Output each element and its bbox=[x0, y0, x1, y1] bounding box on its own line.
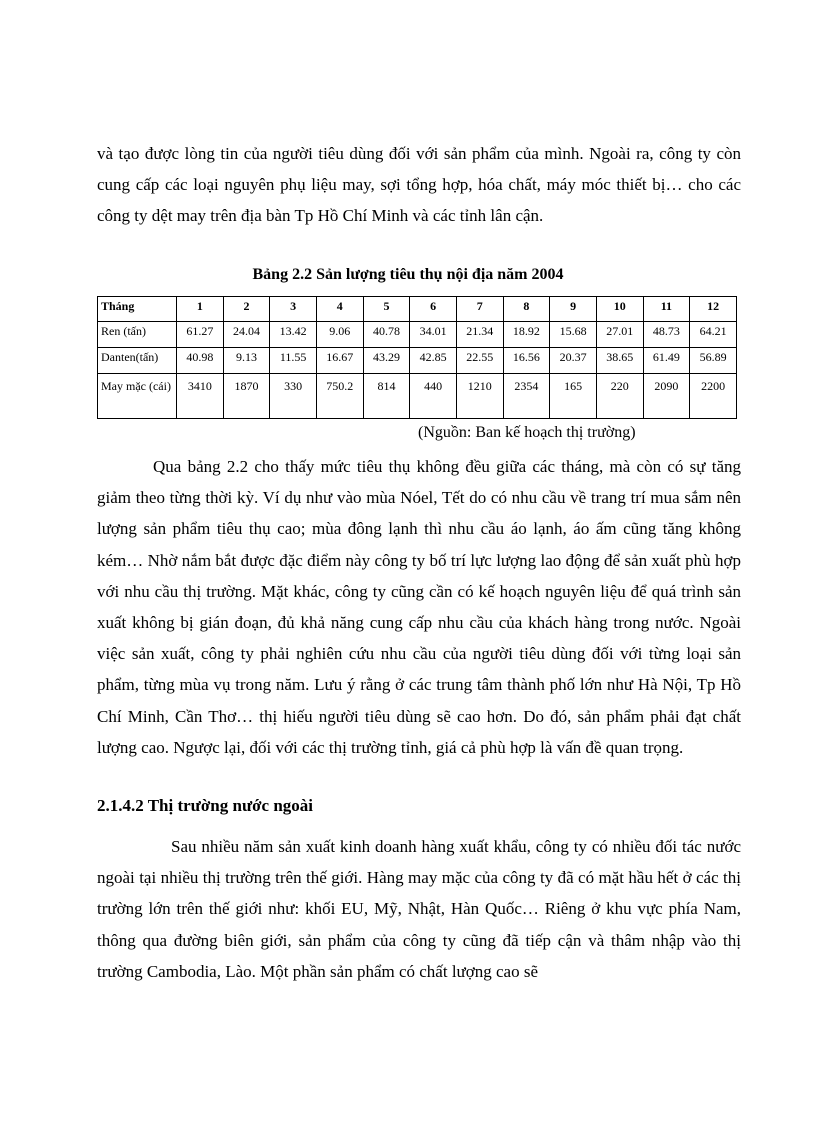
table-cell: 40.78 bbox=[363, 322, 410, 348]
table-cell: 330 bbox=[270, 374, 317, 419]
paragraph-intro: và tạo được lòng tin của người tiêu dùng đối với sản phẩm của mình. Ngoài ra, công ty còn cung cấp các loại nguyên phụ liệu may, sợi tổng hợp, hóa chất, máy móc thiết bị… cho các công ty dệt may trên địa bàn Tp Hồ Chí Minh và các tỉnh lân cận. bbox=[97, 144, 741, 226]
table-cell: 61.27 bbox=[177, 322, 224, 348]
table-cell: 220 bbox=[596, 374, 643, 419]
sales-table bbox=[97, 296, 737, 419]
month-header: 5 bbox=[363, 297, 410, 322]
table-cell: 56.89 bbox=[690, 348, 737, 374]
section-heading: 2.1.4.2 Thị trường nước ngoài bbox=[97, 796, 314, 815]
table-cell: 814 bbox=[363, 374, 410, 419]
table-cell: 2200 bbox=[690, 374, 737, 419]
table-caption: Bảng 2.2 Sản lượng tiêu thụ nội địa năm 2004 bbox=[252, 266, 564, 283]
table-cell: 16.67 bbox=[316, 348, 363, 374]
month-header: 7 bbox=[456, 297, 503, 322]
table-cell: 43.29 bbox=[363, 348, 410, 374]
month-header: 3 bbox=[270, 297, 317, 322]
table-cell: 48.73 bbox=[643, 322, 690, 348]
table-cell: 1210 bbox=[456, 374, 503, 419]
month-header: 6 bbox=[410, 297, 457, 322]
table-cell: 2354 bbox=[503, 374, 550, 419]
table-cell: 1870 bbox=[223, 374, 270, 419]
table-cell: 20.37 bbox=[550, 348, 597, 374]
table-cell: 24.04 bbox=[223, 322, 270, 348]
month-header: 1 bbox=[177, 297, 224, 322]
month-header: 10 bbox=[596, 297, 643, 322]
table-cell: 15.68 bbox=[550, 322, 597, 348]
table-cell: 61.49 bbox=[643, 348, 690, 374]
row-label: Danten(tấn) bbox=[98, 348, 177, 374]
month-header: 12 bbox=[690, 297, 737, 322]
table-cell: 13.42 bbox=[270, 322, 317, 348]
table-cell: 64.21 bbox=[690, 322, 737, 348]
table-cell: 40.98 bbox=[177, 348, 224, 374]
table-row bbox=[98, 322, 737, 348]
table-cell: 9.13 bbox=[223, 348, 270, 374]
month-header: 4 bbox=[316, 297, 363, 322]
table-cell: 21.34 bbox=[456, 322, 503, 348]
month-header: 2 bbox=[223, 297, 270, 322]
table-row bbox=[98, 348, 737, 374]
paragraph-foreign-market: Sau nhiều năm sản xuất kinh doanh hàng xuất khẩu, công ty có nhiều đối tác nước ngoài tại nhiều thị trường trên thế giới. Hàng may mặc của công ty đã có mặt hầu hết ở các thị trường lớn trên thế giới như: khối EU, Mỹ, Nhật, Hàn Quốc… Riêng ở khu vực phía Nam, thông qua đường biên giới, sản phẩm của công ty cũng đã tiếp cận và thâm nhập vào thị trường Cambodia, Lào. Một phần sản phẩm có chất lượng cao sẽ bbox=[97, 837, 741, 981]
month-header: 8 bbox=[503, 297, 550, 322]
table-row bbox=[98, 374, 737, 419]
table-cell: 165 bbox=[550, 374, 597, 419]
table-cell: 2090 bbox=[643, 374, 690, 419]
table-source: (Nguồn: Ban kế hoạch thị trường) bbox=[418, 424, 636, 441]
table-cell: 16.56 bbox=[503, 348, 550, 374]
table-cell: 42.85 bbox=[410, 348, 457, 374]
row-label: Ren (tấn) bbox=[98, 322, 177, 348]
table-cell: 27.01 bbox=[596, 322, 643, 348]
table-cell: 9.06 bbox=[316, 322, 363, 348]
table-cell: 440 bbox=[410, 374, 457, 419]
header-label: Tháng bbox=[98, 297, 177, 322]
table-cell: 750.2 bbox=[316, 374, 363, 419]
paragraph-analysis: Qua bảng 2.2 cho thấy mức tiêu thụ không đều giữa các tháng, mà còn có sự tăng giảm theo từng thời kỳ. Ví dụ như vào mùa Nóel, Tết do có nhu cầu về trang trí mua sắm nên lượng sản phẩm tiêu thụ cao; mùa đông lạnh thì nhu cầu áo lạnh, áo ấm cũng tăng không kém… Nhờ nắm bắt được đặc điểm này công ty bố trí lực lượng lao động để sản xuất phù hợp với nhu cầu thị trường. Mặt khác, công ty cũng cần có kế hoạch nguyên liệu để quá trình sản xuất không bị gián đoạn, đủ khả năng cung cấp nhu cầu của khách hàng trong nước. Ngoài việc sản xuất, công ty phải nghiên cứu nhu cầu của người tiêu dùng đối với từng loại sản phẩm, từng mùa vụ trong năm. Lưu ý rằng ở các trung tâm thành phố lớn như Hà Nội, Tp Hồ Chí Minh, Cần Thơ… thị hiếu người tiêu dùng sẽ cao hơn. Do đó, sản phẩm phải đạt chất lượng cao. Ngược lại, đối với các thị trường tỉnh, giá cả phù hợp là vấn đề quan trọng. bbox=[97, 457, 741, 757]
row-label: May mặc (cái) bbox=[98, 374, 177, 419]
table-cell: 22.55 bbox=[456, 348, 503, 374]
month-header: 11 bbox=[643, 297, 690, 322]
table-cell: 34.01 bbox=[410, 322, 457, 348]
month-header: 9 bbox=[550, 297, 597, 322]
table-cell: 3410 bbox=[177, 374, 224, 419]
table-cell: 11.55 bbox=[270, 348, 317, 374]
table-header-row bbox=[98, 297, 737, 322]
table-cell: 18.92 bbox=[503, 322, 550, 348]
table-cell: 38.65 bbox=[596, 348, 643, 374]
